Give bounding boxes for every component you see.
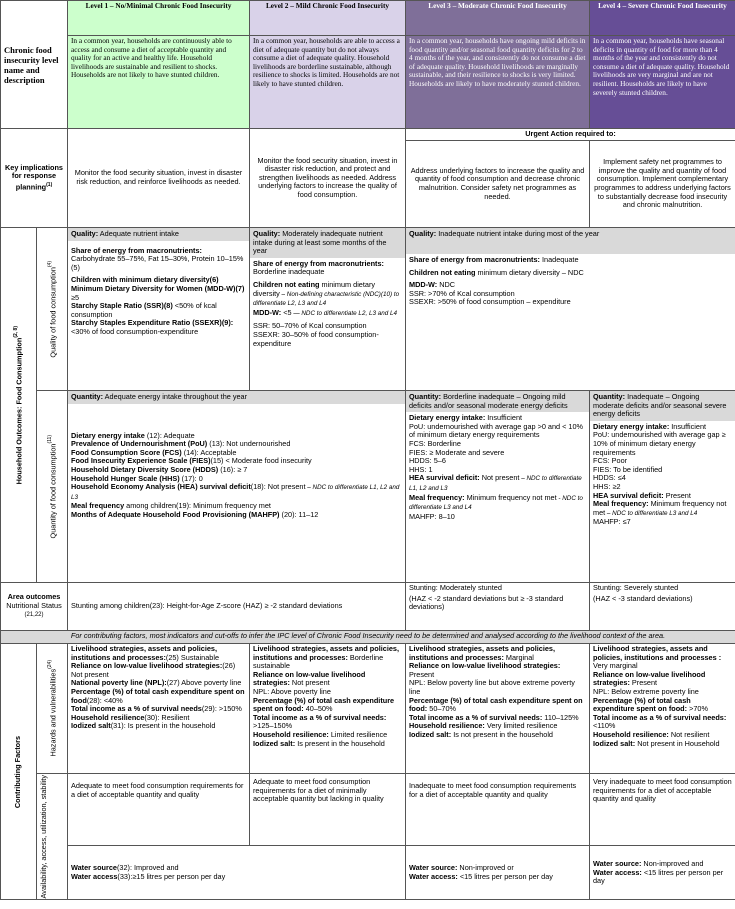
indicator-label: Prevalence of Undernourishment (PoU)	[71, 439, 208, 449]
indicator-line	[409, 298, 732, 307]
indicator-line	[71, 688, 246, 705]
indicator-line	[593, 500, 732, 518]
indicator-value: minimum dietary diversity – NDC	[475, 267, 584, 277]
quality-level2-head: Quality:	[253, 229, 281, 238]
indicator-label: Percentage (%) of total cash expenditure spent on food:	[593, 695, 691, 714]
implications-level2: Monitor the food security situation, invest in disaster risk reduction, and protect and strengthen livelihoods as needed. Address underlying factors to increase the quality of food consumption.	[250, 129, 406, 228]
indicator-line	[593, 740, 732, 749]
hazards-level1	[68, 644, 250, 774]
indicator-value: Insufficient	[485, 413, 523, 423]
quantity-level3-header	[406, 391, 589, 412]
indicator-note: - NDC to differentiate L3 and L4	[409, 494, 583, 512]
indicator-value: Very marginal	[593, 661, 638, 671]
level4-title: Level 4 – Severe Chronic Food Insecurity	[590, 1, 735, 36]
indicator-label: Reliance on low-value livelihood strategies:	[71, 661, 223, 671]
indicator-label: Household resilience:	[409, 721, 485, 731]
quantity-level3-head: Quantity:	[409, 392, 442, 401]
indicator-value: <5	[281, 307, 292, 317]
indicator-value: FIES: To be identified	[593, 464, 663, 474]
indicator-note: – NDC to differentiate L3 and L4	[605, 509, 698, 517]
quality-level34-header	[406, 228, 735, 254]
quality-level1	[68, 228, 250, 391]
household-outcomes-label-text: Household Outcomes: Food Consumption	[14, 337, 24, 485]
indicator-line	[593, 697, 732, 714]
indicator-value: FCS: Borderline	[409, 438, 461, 448]
indicator-value: (16): ≥ 7	[218, 464, 248, 474]
indicator-value: (27) Above poverty line	[166, 678, 242, 688]
indicator-value: (32): Improved and	[116, 863, 179, 873]
row-label-quantity	[37, 391, 68, 583]
quantity-label	[46, 435, 58, 538]
indicator-label: Months of Adequate Household Food Provisioning (MAHFP)	[71, 509, 280, 519]
indicator-value: HHS: 1	[409, 464, 433, 474]
indicator-line	[253, 671, 402, 688]
indicator-label: Household resilience:	[593, 729, 669, 739]
indicator-line	[409, 457, 586, 466]
indicator-label: Children not eating	[409, 267, 476, 277]
area-outcomes-label: Area outcomes	[7, 592, 61, 602]
indicator-value: Not present	[479, 473, 520, 483]
quality-level1-header	[68, 228, 249, 241]
indicator-label: Percentage (%) of total cash expenditure spent on food:	[253, 695, 395, 714]
indicator-value: 50–70%	[427, 704, 457, 714]
indicator-value: Marginal	[503, 652, 534, 662]
water-level12	[68, 846, 406, 900]
quantity-level12-head-val: Adequate energy intake throughout the year	[104, 392, 248, 401]
quality-level1-lines	[68, 241, 249, 339]
indicator-value: Is not present in the household	[451, 729, 553, 739]
indicator-line	[71, 483, 402, 502]
indicator-line	[409, 679, 586, 696]
indicator-value: (30): Resilient	[144, 712, 190, 722]
indicator-line	[593, 645, 732, 671]
hazards-sup: (24)	[46, 660, 53, 670]
indicator-value: SSEXR: >50% of food consumption – expenditure	[409, 297, 571, 307]
indicator-label: Starchy Staples Expenditure Ratio (SSEXR)(9):	[71, 318, 234, 328]
indicator-label: Household resilience	[71, 712, 145, 722]
indicator-label: Livelihood strategies, assets and policies, institutions and processes :	[593, 644, 722, 662]
indicator-label: Children not eating	[253, 279, 320, 289]
indicator-line	[71, 511, 402, 520]
indicator-line	[71, 319, 246, 336]
indicator-value: Limited resilience	[328, 729, 388, 739]
indicator-label: Household resilience:	[253, 729, 329, 739]
indicator-value: Borderline inadequate	[253, 267, 325, 277]
indicator-value: (15) < Moderate food insecurity	[210, 456, 312, 466]
indicator-line	[409, 269, 732, 278]
contributing-factors-note: For contributing factors, most indicators and cut-offs to infer the IPC level of Chronic Food Insecurity need to be determined and analysed according to the livelihood context of the area.	[1, 631, 735, 644]
hazards-label	[46, 660, 58, 757]
level3-title: Level 3 – Moderate Chronic Food Insecurity	[406, 1, 590, 36]
row-label-household-outcomes	[1, 228, 37, 583]
indicator-line	[253, 697, 402, 714]
row-label-quality	[37, 228, 68, 391]
quantity-label-text: Quantity of food consumption	[48, 443, 58, 539]
indicator-value: (18): Not present	[250, 482, 306, 492]
indicator-value: (17): 0	[179, 473, 203, 483]
indicator-label: Starchy Staple Ratio (SSR)(8)	[71, 301, 173, 311]
level1-description: In a common year, households are continuously able to access and consume a diet of acceptable quantity and quality for an active and healthy life. Household livelihoods are sustainable and resilient to shocks. Households are not likely to have stunted children.	[68, 36, 250, 129]
indicator-label: Children with minimum dietary diversity(6)	[71, 275, 219, 285]
indicator-value: <50% of kcal consumption	[71, 301, 217, 319]
urgent-action-header: Urgent Action required to:	[406, 129, 735, 141]
indicator-line	[593, 671, 732, 688]
indicator-line	[71, 255, 246, 272]
stunting-level3-a: Stunting: Moderately stunted	[409, 583, 502, 592]
indicator-line	[593, 518, 732, 527]
hazards-label-text: Hazards and vulnerabilities	[48, 669, 58, 757]
quality-sup: (4)	[46, 260, 53, 267]
indicator-value: (20): 11–12	[279, 509, 319, 519]
indicator-label: Household Dietary Diversity Score (HDDS)	[71, 464, 219, 474]
indicator-line	[593, 714, 732, 731]
indicator-label: Reliance on low-value livelihood strategies:	[253, 669, 366, 688]
indicator-value: >70%	[687, 704, 708, 714]
indicator-value: PoU: undernourished with average gap >0 and < 10% of minimum dietary energy requirements	[409, 421, 584, 440]
indicator-label: Total income as a % of survival needs	[71, 704, 202, 714]
indicator-value: HDDS: 5–6	[409, 456, 446, 466]
row-label-contributing-factors	[1, 644, 37, 900]
indicator-label: Share of energy from macronutrients:	[409, 255, 540, 264]
indicator-note: – NDC to differentiate L1, L2 and L3	[409, 475, 582, 492]
indicator-label: Share of energy from macronutrients:	[71, 245, 202, 255]
indicator-label: Water access	[71, 871, 118, 881]
indicator-value: (26) Not present	[71, 661, 236, 679]
indicator-value: (31): Is present in the household	[110, 721, 216, 731]
indicator-value: (14): Acceptable	[181, 447, 237, 457]
indicator-line	[253, 309, 402, 319]
household-outcomes-sup: (2, 8)	[13, 325, 20, 338]
indicator-label: Iodized salt	[71, 721, 111, 731]
availability-level2: Adequate to meet food consumption requirements for a diet of minimally acceptable quantity but lacking in quality	[250, 774, 406, 846]
indicator-value: MAHFP: ≤7	[593, 517, 631, 527]
indicator-value: FIES: ≥ Moderate and severe	[409, 447, 505, 457]
quality-label-text: Quality of food consumption	[48, 266, 58, 358]
quantity-level12-head: Quantity:	[71, 392, 104, 401]
indicator-label: Household Economy Analysis (HEA) survival deficit	[71, 482, 251, 492]
indicator-value: among children(19): Minimum frequency met	[124, 501, 271, 511]
quantity-level3	[406, 391, 590, 583]
indicator-value: SSEXR: 30–50% of food consumption-expenditure	[253, 329, 379, 348]
indicator-value: Present	[409, 669, 435, 679]
indicator-value: PoU: undernourished with average gap ≥ 10% of minimum dietary energy requirements	[593, 430, 726, 457]
quality-level2-lines	[250, 258, 405, 350]
row-label-implications-text: Key implications for response planning	[5, 162, 63, 192]
water-level4	[590, 846, 735, 900]
quality-level2-head-val: Moderately inadequate nutrient intake during at least some months of the year	[253, 229, 387, 256]
indicator-label: Iodized salt:	[593, 738, 636, 748]
row-label-implications-sup: (1)	[46, 182, 53, 189]
household-outcomes-label	[12, 326, 24, 484]
indicator-value: NPL: Below extreme poverty line	[593, 686, 699, 696]
indicator-value: <15 litres per person per day	[593, 867, 724, 886]
indicator-value: MAHFP: 8–10	[409, 511, 455, 521]
stunting-level12: Stunting among children(23): Height-for-Age Z-score (HAZ) ≥ -2 standard deviations	[68, 583, 406, 631]
indicator-label: Minimum Dietary Diversity for Women (MDD-W)(7)	[71, 283, 245, 293]
indicator-label: Reliance on low-value livelihood strategies:	[409, 661, 561, 671]
quantity-level12-header	[68, 391, 405, 404]
indicator-label: Total income as a % of survival needs:	[253, 712, 387, 722]
stunting-level3	[406, 583, 590, 631]
indicator-line	[409, 494, 586, 513]
indicator-label: National poverty line (NPL):	[71, 678, 167, 688]
indicator-value: Not present in Household	[635, 738, 720, 748]
indicator-value: (28): <40%	[86, 695, 123, 705]
quantity-sup: (11)	[46, 434, 53, 444]
indicator-value: Is present in the household	[295, 738, 385, 748]
indicator-note: — NDC to differentiate L2, L3 and L4	[291, 309, 397, 317]
availability-level1: Adequate to meet food consumption requirements for a diet of acceptable quantity and quality	[68, 774, 250, 846]
level3-description: In a common year, households have ongoing mild deficits in food quantity and/or seasonal food quantity deficits for 2 to 4 months of the year, and consistently do not consume a diet of adequate quality. Household livelihoods are marginally sustainable, and their resilience to shocks is very limited. Households are likely to have moderately stunted children.	[406, 36, 590, 129]
stunting-level3-b: (HAZ < -2 standard deviations but ≥ -3 standard deviations)	[409, 593, 564, 612]
indicator-label: Share of energy from macronutrients:	[253, 258, 384, 268]
level4-description: In a common year, households have seasonal deficits in quantity of food for more than 4 months of the year and consistently do not consume a diet of adequate quality. Household livelihoods are very marginal and are not resilient. Households are likely to have severely stunted children.	[590, 36, 735, 129]
indicator-label: Water access:	[409, 871, 458, 881]
indicator-line	[71, 645, 246, 662]
indicator-value: (13): Not undernourished	[207, 439, 291, 449]
quality-label	[46, 261, 58, 358]
indicator-value: <15 litres per person per day	[457, 871, 553, 881]
quality-level34-head: Quality:	[409, 229, 437, 238]
quantity-level3-head-val: Borderline inadequate – Ongoing mild deficits and/or seasonal moderate energy deficits	[409, 392, 568, 410]
indicator-line	[253, 268, 402, 277]
quantity-level12-lines	[68, 404, 405, 522]
quantity-level3-lines	[406, 412, 589, 523]
quantity-level4-lines	[590, 421, 735, 529]
row-label-implications	[1, 129, 68, 228]
indicator-line	[253, 331, 402, 348]
indicator-value: Not present	[289, 678, 330, 688]
indicator-label: HEA survival deficit:	[409, 473, 480, 483]
indicator-label: Dietary energy intake	[71, 430, 145, 440]
contributing-factors-label: Contributing Factors	[13, 735, 23, 808]
quality-level34-head-val: Inadequate nutrient intake during most of the year	[438, 229, 600, 238]
indicator-note: – Non-defining characteristic (NDC)(10) to differentiate L2, L3 and L4	[253, 290, 400, 308]
indicator-value: Borderline sustainable	[253, 652, 384, 671]
indicator-label: Percentage (%) of total cash expenditure spent on food	[71, 686, 245, 705]
indicator-line	[593, 869, 732, 886]
level2-title: Level 2 – Mild Chronic Food Insecurity	[250, 1, 406, 36]
stunting-level4-b: (HAZ < -3 standard deviations)	[593, 593, 693, 603]
indicator-line	[593, 431, 732, 457]
indicator-value: NPL: Below poverty line but above extreme poverty line	[409, 678, 575, 696]
indicator-value: Minimum frequency not met	[464, 492, 557, 502]
indicator-value: SSR: 50–70% of Kcal consumption	[253, 321, 367, 331]
indicator-line	[409, 474, 586, 493]
indicator-value: 40–50%	[303, 704, 333, 714]
row-label-hazards	[37, 644, 68, 774]
indicator-value: 110–125%	[542, 712, 579, 722]
indicator-line	[409, 256, 732, 265]
indicator-line	[71, 285, 246, 302]
indicator-value: NPL: Above poverty line	[253, 686, 331, 696]
indicator-value: Very limited resilience	[484, 721, 558, 731]
indicator-line	[71, 722, 246, 731]
indicator-value: FCS: Poor	[593, 456, 628, 466]
availability-level4: Very inadequate to meet food consumption requirements for a diet of acceptable quantity and quality	[590, 774, 735, 846]
indicator-line	[71, 302, 246, 319]
indicator-line	[409, 423, 586, 440]
indicator-label: Food Consumption Score (FCS)	[71, 447, 182, 457]
indicator-label: Water access:	[593, 867, 642, 877]
indicator-value: (25) Sustainable	[165, 652, 220, 662]
indicator-label: Reliance on low-value livelihood strategies:	[593, 669, 706, 688]
indicator-label: Meal frequency:	[593, 499, 649, 509]
hazards-level3	[406, 644, 590, 774]
indicator-value: <30% of food consumption-expenditure	[71, 326, 199, 336]
row-label-area-outcomes	[1, 583, 68, 631]
indicator-value: (29): >150%	[201, 704, 242, 714]
indicator-label: Livelihood strategies, assets and policies, institutions and processes:	[253, 644, 399, 662]
quantity-level12	[68, 391, 406, 583]
quality-level34	[406, 228, 735, 391]
indicator-value: HHS: ≥2	[593, 481, 621, 491]
indicator-label: Percentage (%) of total cash expenditure spent on food:	[409, 695, 583, 714]
quantity-level4	[590, 391, 735, 583]
indicator-label: Food Insecurity Experience Scale (FIES)	[71, 456, 211, 466]
indicator-label: Livelihood strategies, assets and policies, institutions and processes:	[71, 644, 217, 662]
quantity-level4-head-val: Inadequate – Ongoing moderate deficits and/or seasonal severe energy deficits	[593, 392, 727, 419]
water-level3	[406, 846, 590, 900]
quantity-level4-head: Quantity:	[593, 392, 626, 401]
indicator-value: (12): Adequate	[144, 430, 195, 440]
indicator-value: Non-improved or	[457, 863, 514, 873]
hazards-level4	[590, 644, 735, 774]
indicator-line	[253, 714, 402, 731]
indicator-label: Meal frequency	[71, 501, 125, 511]
availability-label: Availability, access, utilization, stability	[39, 775, 48, 899]
indicator-value: (33):≥15 litres per person per day	[117, 871, 226, 881]
indicator-label: Dietary energy intake:	[409, 413, 486, 423]
indicator-value: Carbohydrate 55–75%, Fat 15–30%, Protein 10–15%(5)	[71, 254, 244, 272]
indicator-line	[409, 645, 586, 662]
indicator-value: Insufficient	[669, 421, 707, 431]
level2-description: In a common year, households are able to access a diet of adequate quantity but do not always consume a diet of adequate quality. Household livelihoods are borderline sustainable, although resilience to shocks is limited. Households are not likely to have stunted children.	[250, 36, 406, 129]
indicator-line	[71, 662, 246, 679]
indicator-label: Iodized salt:	[409, 729, 452, 739]
quality-level2	[250, 228, 406, 391]
indicator-label: Iodized salt:	[253, 738, 296, 748]
indicator-value: <110%	[593, 721, 616, 731]
implications-level1: Monitor the food security situation, invest in disaster risk reduction, and reinforce livelihoods as needed.	[68, 129, 250, 228]
indicator-line	[71, 873, 402, 882]
implications-level3: Address underlying factors to increase the quality and quantity of food consumption and decrease chronic malnutrition. Consider safety net programmes as needed.	[406, 141, 590, 228]
indicator-line	[253, 740, 402, 749]
quantity-level4-header	[590, 391, 735, 421]
indicator-line	[409, 513, 586, 522]
indicator-value: Not resilient	[668, 729, 710, 739]
indicator-value: NDC	[437, 280, 456, 290]
nutritional-status-sup: (21,22)	[24, 612, 44, 619]
indicator-label: MDD-W:	[253, 307, 282, 317]
row-label-level-name-text: Chronic food insecurity level name and description	[4, 44, 59, 85]
indicator-note: – NDC to differentiate L1, L2 and L3	[71, 484, 400, 501]
indicator-label: MDD-W:	[409, 280, 438, 290]
level1-title: Level 1 – No/Minimal Chronic Food Insecurity	[68, 1, 250, 36]
implications-level4: Implement safety net programmes to improve the quality and quantity of food consumption. Implement complementary programmes to address underlying factors to substantially decrease food insecurity and chronic malnutrition.	[590, 141, 735, 228]
indicator-line	[253, 645, 402, 671]
indicator-value: Present	[629, 678, 658, 688]
indicator-value: >125–150%	[253, 721, 293, 731]
nutritional-status-label: Nutritional Status	[6, 600, 62, 610]
availability-level3: Inadequate to meet food consumption requirements for a diet of acceptable quantity and quality	[406, 774, 590, 846]
indicator-label: HEA survival deficit:	[593, 490, 664, 500]
indicator-value: SSR: >70% of Kcal consumption	[409, 288, 515, 298]
indicator-line	[409, 873, 586, 882]
hazards-level2	[250, 644, 406, 774]
indicator-value: Non-improved and	[641, 858, 704, 868]
indicator-value: minimum dietary diversity	[253, 279, 376, 298]
row-label-availability	[37, 774, 68, 900]
indicator-line	[253, 281, 402, 309]
indicator-value: Present	[663, 490, 691, 500]
indicator-value: HDDS: ≤4	[593, 473, 626, 483]
indicator-line	[409, 731, 586, 740]
indicator-value: Minimum frequency not met	[593, 499, 727, 517]
indicator-label: Water source:	[593, 858, 642, 868]
indicator-value: Inadequate	[539, 255, 579, 264]
indicator-label: Total income as a % of survival needs:	[593, 712, 727, 722]
quality-level1-head-val: Adequate nutrient intake	[99, 229, 179, 238]
indicator-label: Livelihood strategies, assets and policies, institutions and processes:	[409, 644, 555, 662]
indicator-label: Total income as a % of survival needs:	[409, 712, 543, 722]
quality-level2-header	[250, 228, 405, 258]
row-label-level-name	[1, 1, 68, 129]
indicator-value: ≥5	[71, 292, 80, 302]
stunting-level4-a: Stunting: Severely stunted	[593, 583, 679, 592]
indicator-label: Household Hunger Scale (HHS)	[71, 473, 180, 483]
stunting-level4	[590, 583, 735, 631]
indicator-label: Meal frequency:	[409, 492, 465, 502]
quality-level34-lines	[406, 254, 735, 309]
indicator-label: Water source:	[409, 863, 458, 873]
indicator-label: Water source	[71, 863, 117, 873]
indicator-line	[409, 662, 586, 679]
quality-level1-head: Quality:	[71, 229, 99, 238]
indicator-line	[409, 697, 586, 714]
indicator-label: Dietary energy intake:	[593, 421, 670, 431]
